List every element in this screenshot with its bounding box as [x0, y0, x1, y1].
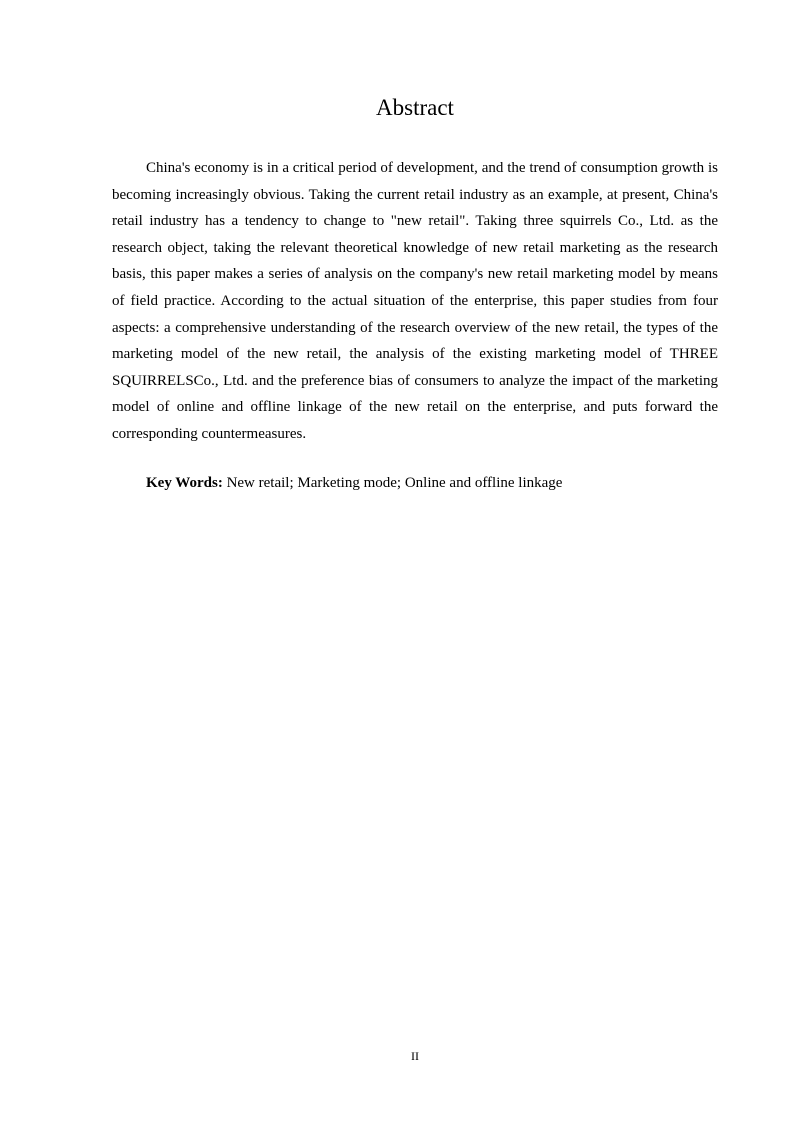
keywords-line: [146, 470, 718, 496]
page-number: II: [411, 1049, 419, 1063]
abstract-body: China's economy is in a critical period of development, and the trend of consumption growth is becoming increasingly obvious. Taking the current retail industry as an example, at present, China's retail industry has a tendency to change to "new retail". Taking three squirrels Co., Ltd. as the research object, taking the relevant theoretical knowledge of new retail marketing as the research basis, this paper makes a series of analysis on the company's new retail marketing model by means of field practice. According to the actual situation of the enterprise, this paper studies from four aspects: a comprehensive understanding of the research overview of the new retail, the types of the marketing model of the new retail, the analysis of the existing marketing model of THREE SQUIRRELSCo., Ltd. and the preference bias of consumers to analyze the impact of the marketing model of online and offline linkage of the new retail on the enterprise, and puts forward the corresponding countermeasures.: [112, 160, 718, 442]
abstract-title: Abstract: [376, 95, 454, 120]
keywords-label: Key Words:: [146, 475, 223, 491]
keywords-value: New retail; Marketing mode; Online and offline linkage: [226, 475, 563, 491]
